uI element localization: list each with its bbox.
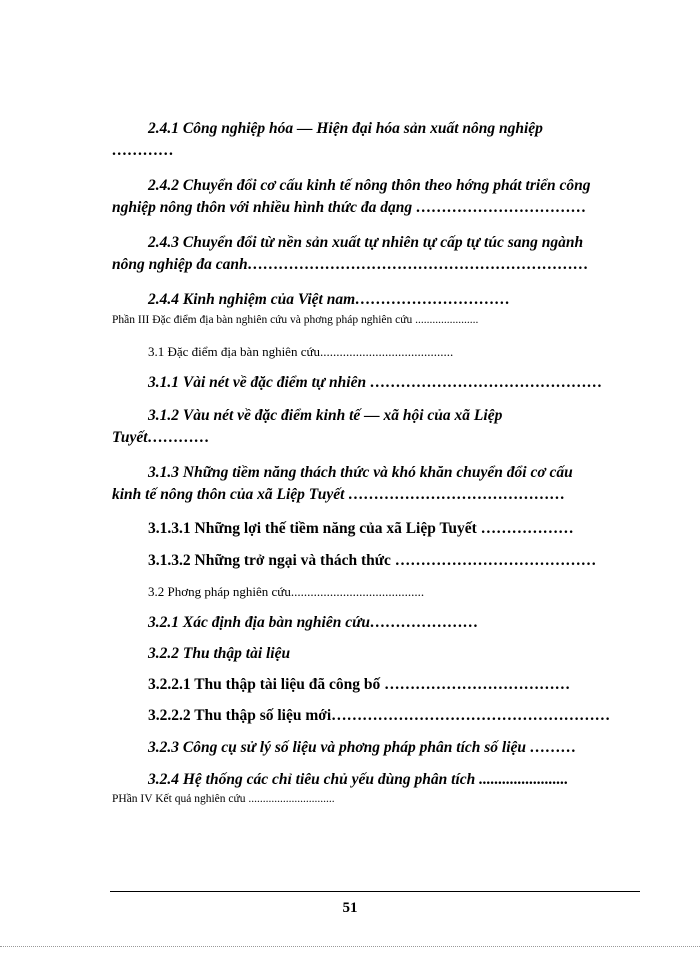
toc-entry-3-1-2-cont xyxy=(112,427,632,449)
toc-entry-3-1-3-cont xyxy=(112,484,632,506)
toc-entry-2-4-1 xyxy=(112,118,632,140)
toc-entry-text: 3.2.3 Công cụ sử lý số liệu và phơng pháp phân tích số liệu ……… xyxy=(148,739,577,756)
toc-entry-2-4-2-cont xyxy=(112,197,632,219)
page-bottom-border xyxy=(0,946,700,947)
toc-entry-3-1-2 xyxy=(112,405,632,427)
toc-part-4 xyxy=(112,791,632,807)
toc-entry-text: 3.2 Phơng pháp nghiên cứu......................................... xyxy=(148,584,425,599)
toc-entry-text: 3.1.3.2 Những trở ngại và thách thức ………………………………… xyxy=(148,552,597,569)
toc-entry-text: ………… xyxy=(112,142,174,159)
toc-entry-3-2-4 xyxy=(112,769,632,791)
toc-entry-text: 3.2.2 Thu thập tài liệu xyxy=(148,645,291,662)
toc-entry-3-2 xyxy=(112,582,632,602)
toc-entry-text: 3.2.1 Xác định địa bàn nghiên cứu………………… xyxy=(148,614,479,631)
toc-entry-3-1-3 xyxy=(112,462,632,484)
toc-entry-text: 3.1.3 Những tiềm năng thách thức và khó khăn chuyển đổi cơ cấu xyxy=(148,464,573,481)
toc-entry-text: 3.1.3.1 Những lợi thế tiềm năng của xã Liệp Tuyết ……………… xyxy=(148,520,574,537)
toc-entry-3-2-2-1 xyxy=(112,674,632,696)
toc-entry-text: nghiệp nông thôn với nhiều hình thức đa dạng …………………………… xyxy=(112,199,587,216)
toc-entry-2-4-4 xyxy=(112,289,632,311)
toc-entry-3-1 xyxy=(112,342,632,362)
toc-part-3 xyxy=(112,312,632,328)
toc-entry-text: 3.1 Đặc điểm địa bàn nghiên cứu......................................... xyxy=(148,344,454,359)
toc-entry-2-4-3-cont xyxy=(112,254,632,276)
toc-entry-2-4-1-dots xyxy=(112,140,632,162)
toc-entry-text: 3.2.2.1 Thu thập tài liệu đã công bố ……………………………… xyxy=(148,676,571,693)
toc-entry-3-2-2-2 xyxy=(112,705,632,727)
toc-entry-text: 3.2.2.2 Thu thập số liệu mới……………………………………………… xyxy=(148,707,611,724)
toc-entry-text: 3.1.1 Vài nét về đặc điểm tự nhiên ……………………………………… xyxy=(148,374,603,391)
table-of-contents xyxy=(112,118,632,807)
toc-entry-3-2-1 xyxy=(112,612,632,634)
toc-entry-3-2-2 xyxy=(112,643,632,665)
toc-part-text: Phần III Đặc điểm địa bàn nghiên cứu và phơng pháp nghiên cứu ...................... xyxy=(112,314,479,326)
toc-entry-3-1-3-2 xyxy=(112,550,632,572)
toc-entry-text: 2.4.2 Chuyển đổi cơ cấu kinh tế nông thôn theo hớng phát triển công xyxy=(148,177,591,194)
toc-entry-text: 3.2.4 Hệ thống các chỉ tiêu chủ yếu dùng phân tích ....................... xyxy=(148,771,569,788)
toc-entry-text: 2.4.3 Chuyển đổi từ nền sản xuất tự nhiên tự cấp tự túc sang ngành xyxy=(148,234,584,251)
toc-entry-3-1-1 xyxy=(112,372,632,394)
toc-entry-text: Tuyết………… xyxy=(112,429,210,446)
toc-entry-text: 2.4.4 Kinh nghiệm của Việt nam………………………… xyxy=(148,291,511,308)
toc-entry-text: 2.4.1 Công nghiệp hóa — Hiện đại hóa sản xuất nông nghiệp xyxy=(148,120,543,137)
toc-entry-3-2-3 xyxy=(112,737,632,759)
toc-entry-2-4-3 xyxy=(112,232,632,254)
toc-entry-3-1-3-1 xyxy=(112,518,632,540)
toc-entry-text: nông nghiệp đa canh………………………………………………………… xyxy=(112,256,589,273)
footer-divider xyxy=(110,891,640,892)
page-number: 51 xyxy=(342,900,358,916)
toc-entry-text: kinh tế nông thôn của xã Liệp Tuyết …………………………………… xyxy=(112,486,566,503)
toc-part-text: PHần IV Kết quả nghiên cứu .............................. xyxy=(112,793,335,805)
toc-entry-2-4-2 xyxy=(112,175,632,197)
toc-entry-text: 3.1.2 Vàu nét về đặc điểm kinh tế — xã hội của xã Liệp xyxy=(148,407,503,424)
